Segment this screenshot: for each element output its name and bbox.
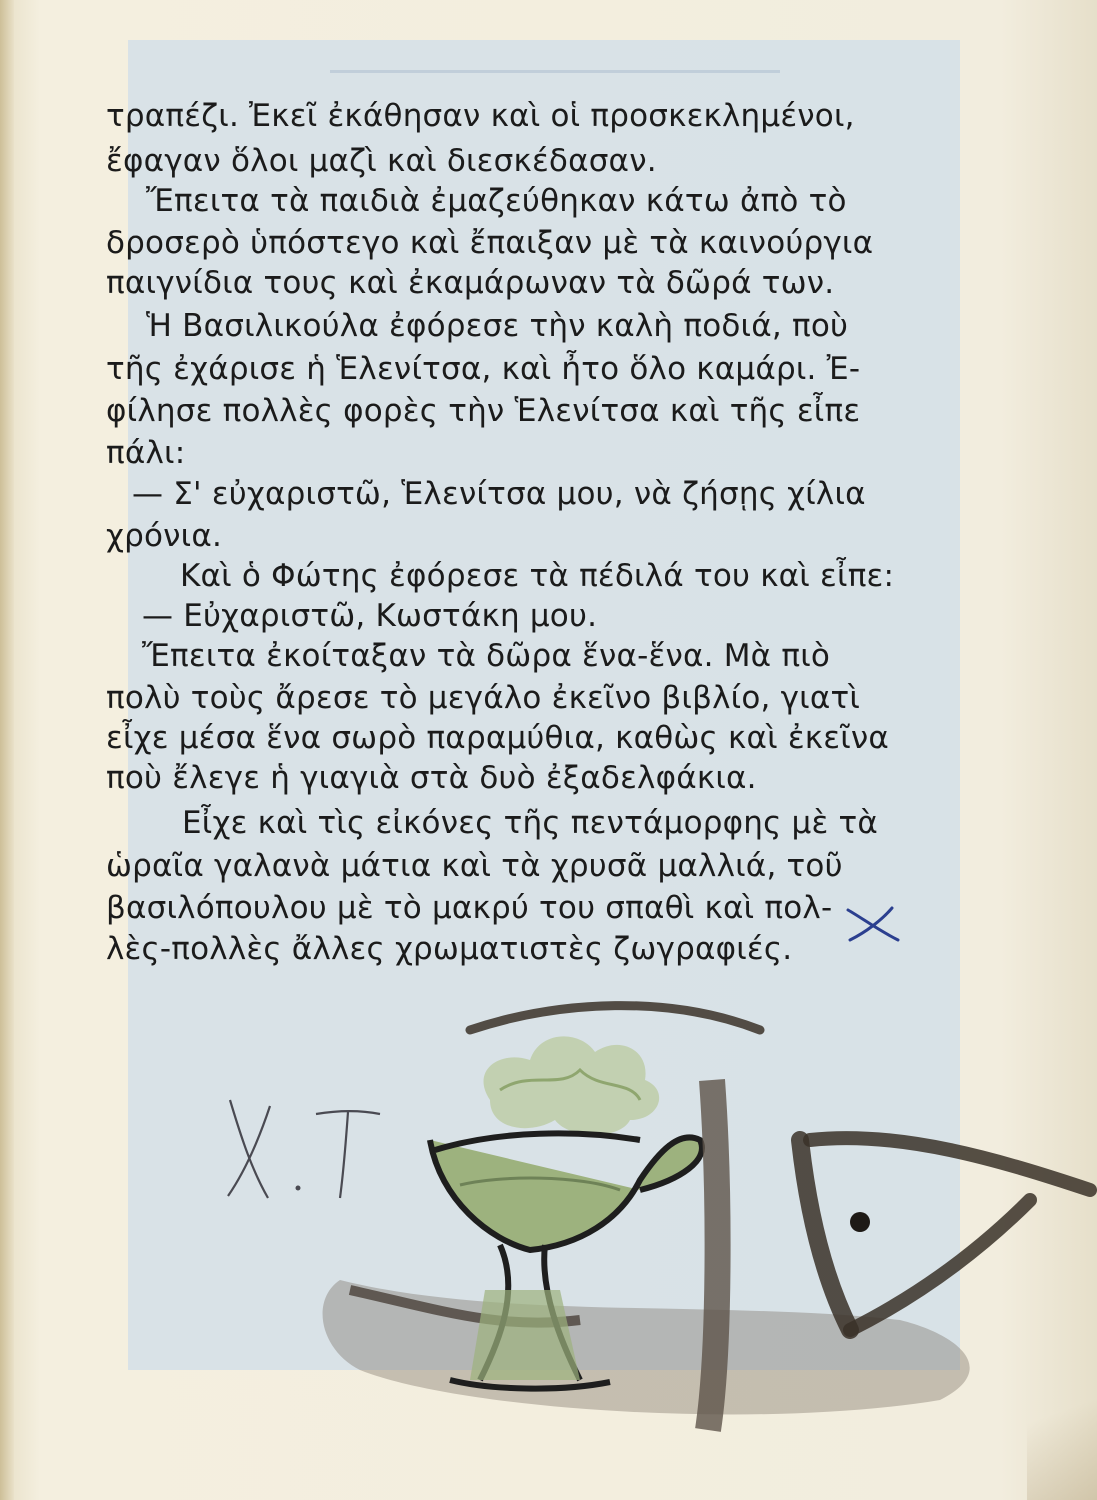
text-line: Ἡ Βασιλικούλα ἐφόρεσε τὴν καλὴ ποδιά, ποὺ — [146, 308, 849, 344]
lamp-illustration — [200, 990, 1097, 1500]
text-line: πολὺ τοὺς ἄρεσε τὸ μεγάλο ἐκεῖνο βιβλίο, γιατὶ — [106, 680, 861, 716]
text-line: λὲς-πολλὲς ἄλλες χρωματιστὲς ζωγραφιές. — [106, 931, 793, 967]
text-line: — Σ' εὐχαριστῶ, Ἑλενίτσα μου, νὰ ζήσῃς χίλια — [132, 476, 866, 512]
text-line: φίλησε πολλὲς φορὲς τὴν Ἑλενίτσα καὶ τῆς εἶπε — [106, 393, 861, 429]
text-line: ὡραῖα γαλανὰ μάτια καὶ τὰ χρυσᾶ μαλλιά, τοῦ — [106, 848, 843, 884]
text-line: εἶχε μέσα ἕνα σωρὸ παραμύθια, καθὼς καὶ ἐκεῖνα — [106, 720, 890, 756]
text-line: παιγνίδια τους καὶ ἐκαμάρωναν τὰ δῶρά των. — [106, 265, 835, 301]
pen-cross-mark — [842, 904, 904, 944]
text-line: ποὺ ἔλεγε ἡ γιαγιὰ στὰ δυὸ ἐξαδελφάκια. — [106, 760, 757, 796]
text-line: Καὶ ὁ Φώτης ἐφόρεσε τὰ πέδιλά του καὶ εἶπε: — [180, 558, 895, 594]
text-line: δροσερὸ ὑπόστεγο καὶ ἔπαιξαν μὲ τὰ καινούργια — [106, 225, 874, 261]
text-line: Ἔπειτα τὰ παιδιὰ ἐμαζεύθηκαν κάτω ἀπὸ τὸ — [146, 183, 847, 219]
text-line: πάλι: — [106, 435, 186, 471]
text-line: τραπέζι. Ἐκεῖ ἐκάθησαν καὶ οἱ προσκεκλημένοι, — [106, 98, 855, 134]
text-line: τῆς ἐχάρισε ἡ Ἑλενίτσα, καὶ ἦτο ὅλο καμάρι. Ἐ- — [106, 351, 861, 387]
text-line: Εἶχε καὶ τὶς εἰκόνες τῆς πεντάμορφης μὲ τὰ — [182, 805, 878, 841]
book-spine-shadow — [0, 0, 14, 1500]
text-line: ἔφαγαν ὅλοι μαζὶ καὶ διεσκέδασαν. — [106, 143, 657, 179]
text-line: — Εὐχαριστῶ, Κωστάκη μου. — [142, 598, 598, 634]
text-line: χρόνια. — [106, 518, 223, 554]
page-corner-crease — [1027, 1270, 1097, 1500]
text-line: Ἔπειτα ἐκοίταξαν τὰ δῶρα ἕνα-ἕνα. Μὰ πιὸ — [142, 638, 831, 674]
text-line: βασιλόπουλου μὲ τὸ μακρύ του σπαθὶ καὶ πολ- — [106, 890, 833, 926]
